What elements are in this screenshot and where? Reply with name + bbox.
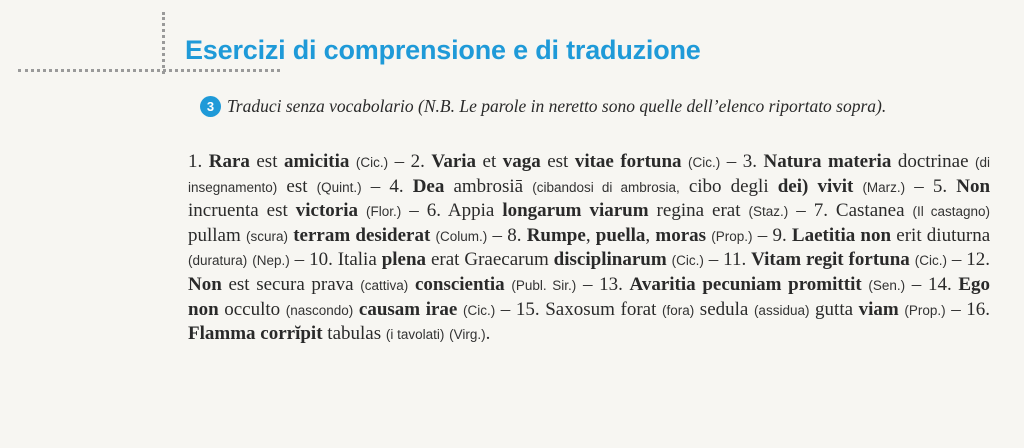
vocab-word: Laetitia non <box>791 224 892 246</box>
vocab-word: vaga <box>502 151 541 172</box>
vocab-word: moras <box>655 224 707 246</box>
vocab-word: vitae fortuna <box>574 151 682 172</box>
gloss-or-source: (Publ. Sir.) <box>511 277 577 293</box>
sentence-text: est <box>277 175 317 197</box>
vocab-word: vivit <box>817 175 854 197</box>
sentence-text: 12. <box>966 249 991 271</box>
sentence-7 <box>507 225 772 246</box>
vocab-word: Flamma corrĭpit <box>188 323 323 345</box>
vocab-word: victoria <box>295 200 359 222</box>
vocab-word: Rara <box>208 151 250 172</box>
sentence-text <box>408 274 415 295</box>
instruction-text: Traduci senza vocabolario (N.B. Le parole in neretto sono quelle dell’elenco riportato sopra). <box>227 96 887 116</box>
sentence-text: – <box>752 224 773 246</box>
sentence-text: 6. Appia <box>426 200 503 222</box>
sentence-text: 5. <box>932 175 957 197</box>
sentence-9 <box>309 249 723 270</box>
gloss-or-source: (cattiva) <box>360 277 409 293</box>
gloss-or-source: (Flor.) <box>366 204 402 220</box>
sentence-text: 4. <box>389 175 413 197</box>
gloss-or-source: (fora) <box>661 302 695 318</box>
sentence-text: est secura prava <box>221 273 361 295</box>
sentence-3 <box>389 176 933 197</box>
sentence-text: 16. <box>966 298 991 320</box>
gloss-or-source: (Cic.) <box>688 155 721 170</box>
vocab-word: disciplinarum <box>553 249 667 271</box>
sentence-text: doctrinae <box>891 151 975 172</box>
sentence-text: – 2. <box>388 151 432 172</box>
sentence-text: 15. Saxosum forat <box>515 298 662 320</box>
gloss-or-source: (assidua) <box>753 302 810 318</box>
sentence-text: pullam <box>188 224 246 246</box>
sentence-text: erit diuturna <box>891 224 991 246</box>
sentence-text: sedula <box>694 298 754 320</box>
sentence-text: incruenta est <box>188 200 296 222</box>
vocab-word: Vitam regit fortuna <box>751 249 910 271</box>
gloss-or-source: (Marz.) <box>862 179 906 195</box>
gloss-or-source: (Il castagno) <box>912 204 991 220</box>
vocab-word: Non <box>956 175 991 197</box>
gloss-or-source: (Cic.) <box>462 302 496 318</box>
gloss-or-source: (nascondo) <box>285 302 354 318</box>
section-heading: Esercizi di comprensione e di traduzione <box>185 35 701 65</box>
sentence-text: regina erat <box>648 200 749 222</box>
sentence-text: . <box>485 323 491 345</box>
sentence-text: , <box>585 224 596 246</box>
vocab-word: Varia <box>431 151 477 172</box>
gloss-or-source: (Prop.) <box>711 228 753 244</box>
sentence-text: est <box>540 151 575 172</box>
sentence-1 <box>188 151 743 172</box>
sentence-text: est <box>249 151 284 172</box>
exercise-number-badge: 3 <box>200 96 221 117</box>
gloss-or-source: (Cic.) <box>671 253 704 269</box>
sentence-text: – <box>361 175 390 197</box>
sentence-text: – <box>576 273 600 295</box>
sentence-text: 10. Italia <box>309 249 382 271</box>
vocab-word: Non <box>188 273 222 295</box>
sentence-text: cibo degli <box>679 175 778 197</box>
sentence-5 <box>427 200 814 221</box>
gloss-or-source: (Virg.) <box>449 327 486 343</box>
sentence-text: , <box>645 224 656 246</box>
vocab-word: amicitia <box>283 151 350 172</box>
vocab-word: causam irae <box>358 298 458 320</box>
sentence-text: 9. <box>772 224 792 246</box>
vocab-word: Dea <box>412 175 445 197</box>
sentence-text: ambrosiā <box>444 175 533 197</box>
vocab-word: Ego non <box>188 273 991 320</box>
sentence-text: et <box>476 151 503 172</box>
vocab-word: Avaritia pecuniam promittit <box>629 273 862 295</box>
gloss-or-source: (Staz.) <box>748 204 789 220</box>
gloss-or-source: (scura) <box>245 228 288 244</box>
sentence-text: – <box>946 249 967 271</box>
sentence-text: – <box>788 200 814 222</box>
vocab-word: plena <box>381 249 427 271</box>
sentence-text: – <box>905 175 933 197</box>
sentence-text: 8. <box>507 224 527 246</box>
sentence-text: – <box>401 200 427 222</box>
gloss-or-source: (Quint.) <box>316 179 362 195</box>
sentence-text: 1. <box>188 151 209 172</box>
vocab-word: Rumpe <box>526 224 586 246</box>
sentence-text: 11. <box>723 249 752 271</box>
gloss-or-source: (Sen.) <box>868 277 906 293</box>
gloss-or-source: (Colum.) <box>435 228 488 244</box>
sentence-text: – <box>289 249 310 271</box>
sentence-text: erat Graecarum <box>426 249 554 271</box>
sentence-text: tabulas <box>322 323 386 345</box>
dotted-horizontal-rule <box>18 69 280 72</box>
gloss-or-source: (cibandosi di ambrosia, <box>532 179 680 195</box>
gloss-or-source: (duratura) <box>188 253 248 269</box>
sentence-10 <box>723 249 966 270</box>
vocab-word: dei) <box>777 175 809 197</box>
sentence-text: – <box>495 298 516 320</box>
gloss-or-source: (di insegnamento) <box>188 155 991 195</box>
dotted-vertical-rule <box>162 12 165 74</box>
gloss-or-source: (i tavolati) <box>385 327 445 343</box>
sentence-text: 14. <box>927 273 959 295</box>
sentence-text: gutta <box>809 298 859 320</box>
exercise-instruction <box>200 94 990 118</box>
sentence-12 <box>599 274 928 295</box>
vocab-word: conscientia <box>414 273 505 295</box>
vocab-word: puella <box>595 224 646 246</box>
sentence-text: occulto <box>218 298 286 320</box>
sentence-text: – <box>703 249 724 271</box>
exercise-sentences <box>188 150 990 347</box>
sentence-text: 3. <box>742 151 764 172</box>
sentence-text: – <box>905 273 928 295</box>
gloss-or-source: (Nep.) <box>252 253 290 269</box>
gloss-or-source: (Cic.) <box>914 253 947 269</box>
sentence-text <box>358 200 366 221</box>
gloss-or-source: (Cic.) <box>355 155 389 170</box>
sentence-14 <box>516 299 966 320</box>
vocab-word: Natura materia <box>763 151 892 172</box>
sentence-text: – <box>487 224 508 246</box>
vocab-word: viam <box>858 298 899 320</box>
vocab-word: terram desiderat <box>293 224 431 246</box>
sentence-text: – <box>720 151 743 172</box>
vocab-word: longarum viarum <box>502 200 649 222</box>
gloss-or-source: (Prop.) <box>904 302 946 318</box>
sentence-text: 13. <box>599 273 630 295</box>
sentence-text: – <box>945 298 967 320</box>
sentence-text: 7. Castanea <box>813 200 913 222</box>
